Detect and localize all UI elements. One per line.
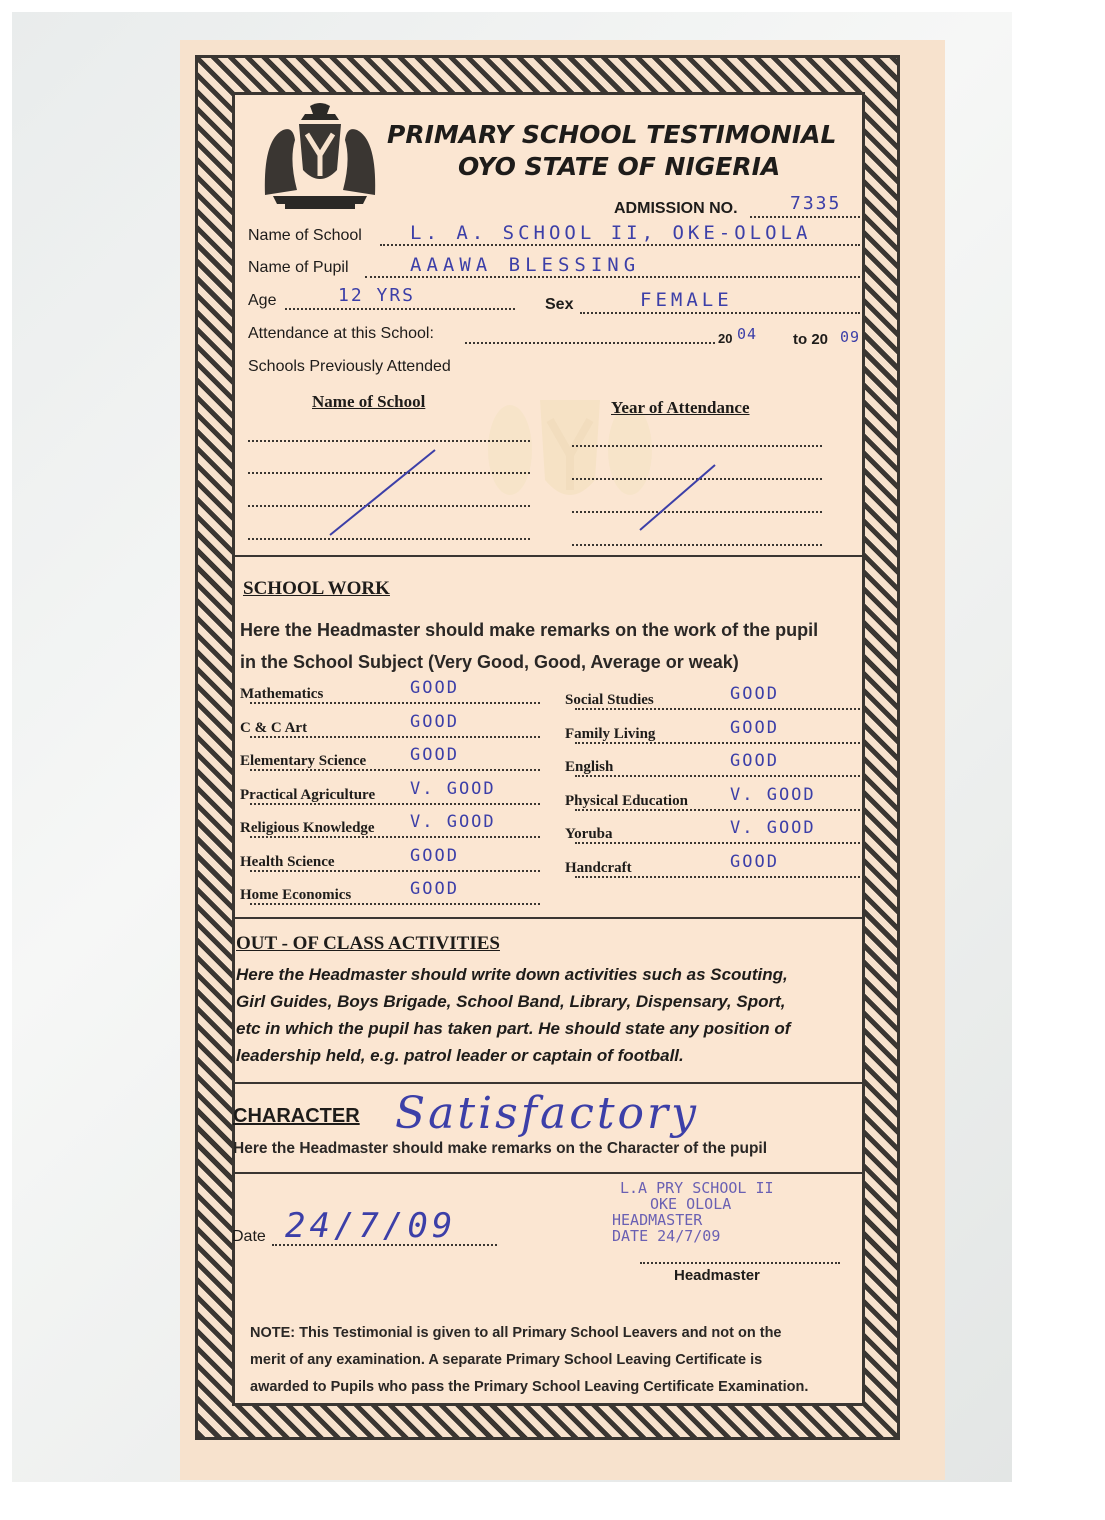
out-of-class-line-3: etc in which the pupil has taken part. He should state any position of <box>236 1019 791 1038</box>
grade-line <box>250 736 540 738</box>
subject-grade: GOOD <box>410 745 459 765</box>
col-name-of-school: Name of School <box>312 392 426 411</box>
headmaster-label: Headmaster <box>674 1267 760 1284</box>
subject-label: Elementary Science <box>240 753 367 769</box>
subject-label: Yoruba <box>565 826 613 842</box>
subject-grade: GOOD <box>410 678 459 698</box>
character-instruction: Here the Headmaster should make remarks on the Character of the pupil <box>233 1140 768 1157</box>
school-work-instruction-2: in the School Subject (Very Good, Good, Average or weak) <box>240 652 739 672</box>
subject-label: English <box>565 759 614 775</box>
pupil-name-value: AAAWA BLESSING <box>410 254 641 276</box>
note-line-2: merit of any examination. A separate Primary School Leaving Certificate is <box>250 1352 763 1368</box>
character-heading: CHARACTER <box>233 1105 360 1127</box>
out-of-class-line-4: leadership held, e.g. patrol leader or captain of football. <box>236 1046 684 1065</box>
subject-label: Home Economics <box>240 887 352 903</box>
age-label: Age <box>248 292 277 309</box>
grade-line <box>250 803 540 805</box>
attendance-to-prefix: to 20 <box>793 331 829 348</box>
sex-label: Sex <box>545 296 574 313</box>
subject-grade: GOOD <box>410 845 459 866</box>
subject-grade: GOOD <box>730 851 779 872</box>
subject-grade: V. GOOD <box>410 778 496 799</box>
attendance-from-prefix: 20 <box>718 331 733 346</box>
age-value: 12 YRS <box>338 285 416 306</box>
admission-label: ADMISSION NO. <box>614 200 738 217</box>
grade-line <box>250 903 540 905</box>
subject-grade: GOOD <box>730 751 779 771</box>
subject-label: Religious Knowledge <box>240 820 375 836</box>
out-of-class-line-1: Here the Headmaster should write down activities such as Scouting, <box>236 965 788 984</box>
title-line-2: OYO STATE OF NIGERIA <box>458 152 781 181</box>
col-year-of-attendance: Year of Attendance <box>611 398 750 417</box>
date-value: 24/7/09 <box>285 1206 457 1246</box>
subject-grade: V. GOOD <box>730 818 816 838</box>
note-line-3: awarded to Pupils who pass the Primary School Leaving Certificate Examination. <box>250 1379 809 1395</box>
stamp-line-3: HEADMASTER <box>612 1211 703 1229</box>
pupil-label: Name of Pupil <box>248 259 349 276</box>
school-name-value: L. A. SCHOOL II, OKE-OLOLA <box>410 222 812 244</box>
out-of-class-line-2: Girl Guides, Boys Brigade, School Band, Library, Dispensary, Sport, <box>236 992 786 1011</box>
subject-label: Health Science <box>240 853 335 870</box>
title-line-1: PRIMARY SCHOOL TESTIMONIAL <box>387 120 837 149</box>
stamp-line-2: OKE OLOLA <box>650 1195 732 1213</box>
sex-value: FEMALE <box>640 289 733 311</box>
out-of-class-heading: OUT - OF CLASS ACTIVITIES <box>236 933 500 954</box>
grade-line <box>250 836 540 838</box>
nigeria-coat-of-arms-icon <box>255 100 385 210</box>
subject-grade: V. GOOD <box>410 812 496 832</box>
note-line-1: NOTE: This Testimonial is given to all Primary School Leavers and not on the <box>250 1325 782 1341</box>
subject-grade: GOOD <box>410 711 459 732</box>
grade-line <box>575 842 860 844</box>
strike-lines <box>300 430 860 550</box>
grade-line <box>575 708 860 710</box>
school-stamp <box>612 1180 774 1244</box>
attendance-label: Attendance at this School: <box>248 325 434 342</box>
grade-line <box>250 870 540 872</box>
grade-line <box>575 742 860 744</box>
grade-line <box>575 809 860 811</box>
subject-label: Handcraft <box>565 859 632 876</box>
stamp-line-1: L.A PRY SCHOOL II <box>620 1179 774 1197</box>
subject-label: Social Studies <box>565 692 654 708</box>
date-label: Date <box>232 1228 266 1245</box>
grade-line <box>575 876 860 878</box>
attendance-to-value: 09 <box>840 328 861 346</box>
admission-number: 7335 <box>790 193 842 214</box>
grade-line <box>250 769 540 771</box>
previous-schools-label: Schools Previously Attended <box>248 358 451 375</box>
subject-grade: GOOD <box>410 879 459 899</box>
subject-label: Mathematics <box>240 686 324 702</box>
subject-grade: GOOD <box>730 684 779 704</box>
subject-label: Family Living <box>565 725 656 742</box>
subject-grade: V. GOOD <box>730 784 816 805</box>
subject-label: Physical Education <box>565 792 688 809</box>
grade-line <box>575 775 860 777</box>
subject-label: C & C Art <box>240 719 308 736</box>
character-remark: Satisfactory <box>395 1088 699 1139</box>
school-label: Name of School <box>248 227 362 244</box>
school-work-heading: SCHOOL WORK <box>243 578 390 599</box>
school-work-instruction-1: Here the Headmaster should make remarks on the work of the pupil <box>240 620 819 640</box>
attendance-from-value: 04 <box>737 325 758 343</box>
grade-line <box>250 702 540 704</box>
subject-grade: GOOD <box>730 717 779 738</box>
stamp-line-4: DATE 24/7/09 <box>612 1227 721 1245</box>
subject-label: Practical Agriculture <box>240 786 376 803</box>
